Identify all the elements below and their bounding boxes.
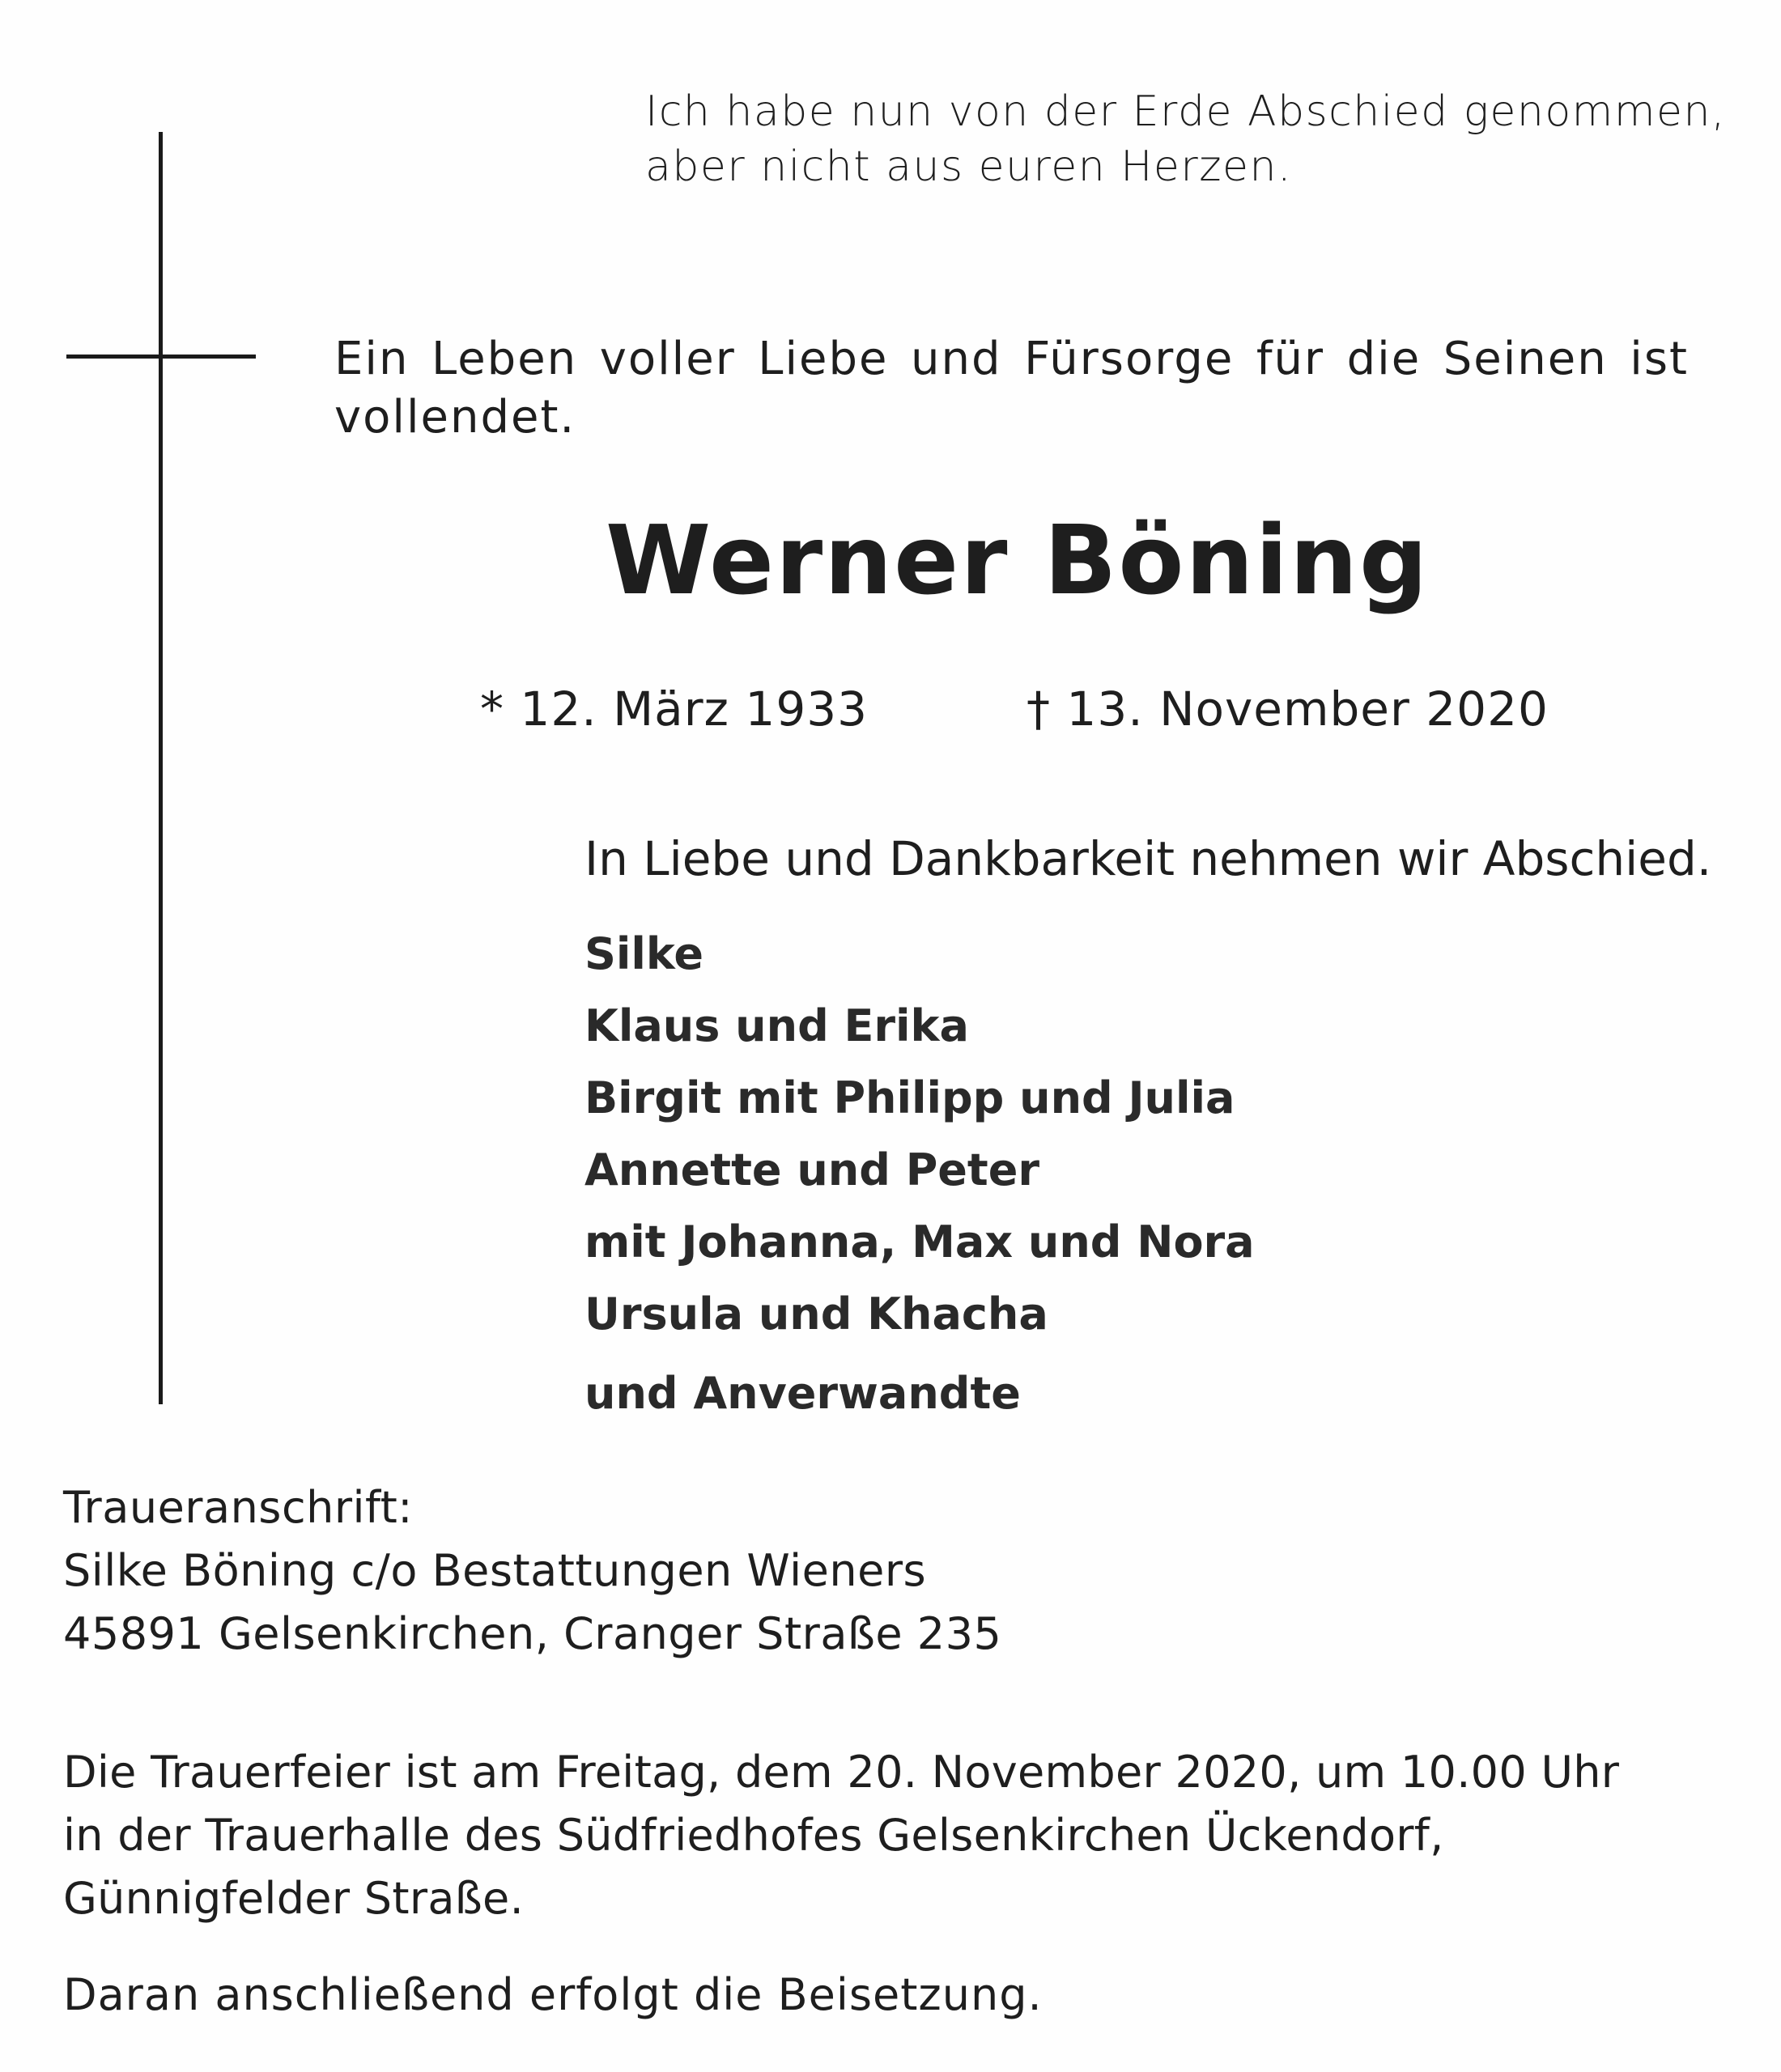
intro-text: Ein Leben voller Liebe und Fürsorge für die Seinen ist vollendet. — [334, 333, 1689, 444]
address-label: Traueranschrift: — [63, 1482, 413, 1533]
mourner-item: mit Johanna, Max und Nora — [584, 1216, 1255, 1267]
ceremony-line-3: Günnigfelder Straße. — [63, 1873, 525, 1924]
ceremony-info — [63, 1741, 1619, 1930]
cross-horizontal-bar — [66, 355, 256, 359]
death-date: † 13. November 2020 — [1027, 681, 1549, 737]
cross-vertical-bar — [159, 132, 163, 1404]
address-line-1: Silke Böning c/o Bestattungen Wieners — [63, 1545, 927, 1596]
mourner-item: und Anverwandte — [584, 1368, 1021, 1419]
birth-date: * 12. März 1933 — [480, 681, 869, 737]
ceremony-line-2: in der Trauerhalle des Südfriedhofes Gelsenkirchen Ückendorf, — [63, 1810, 1444, 1861]
farewell-text: In Liebe und Dankbarkeit nehmen wir Abschied. — [584, 831, 1712, 886]
burial-info: Daran anschließend erfolgt die Beisetzung. — [63, 1969, 1043, 2020]
quote-line-2: aber nicht aus euren Herzen. — [645, 142, 1292, 191]
mourning-address — [63, 1476, 1001, 1666]
mourner-item: Klaus und Erika — [584, 1000, 969, 1051]
mourners-list — [584, 918, 1255, 1429]
opening-quote — [645, 84, 1726, 194]
mourner-item: Ursula und Khacha — [584, 1289, 1048, 1340]
deceased-name: Werner Böning — [606, 504, 1430, 616]
mourner-item: Silke — [584, 928, 703, 979]
mourner-item: Birgit mit Philipp und Julia — [584, 1072, 1235, 1123]
quote-line-1: Ich habe nun von der Erde Abschied genommen, — [645, 87, 1726, 136]
ceremony-line-1: Die Trauerfeier ist am Freitag, dem 20. November 2020, um 10.00 Uhr — [63, 1747, 1620, 1798]
mourner-item: Annette und Peter — [584, 1144, 1039, 1195]
address-line-2: 45891 Gelsenkirchen, Cranger Straße 235 — [63, 1608, 1002, 1659]
